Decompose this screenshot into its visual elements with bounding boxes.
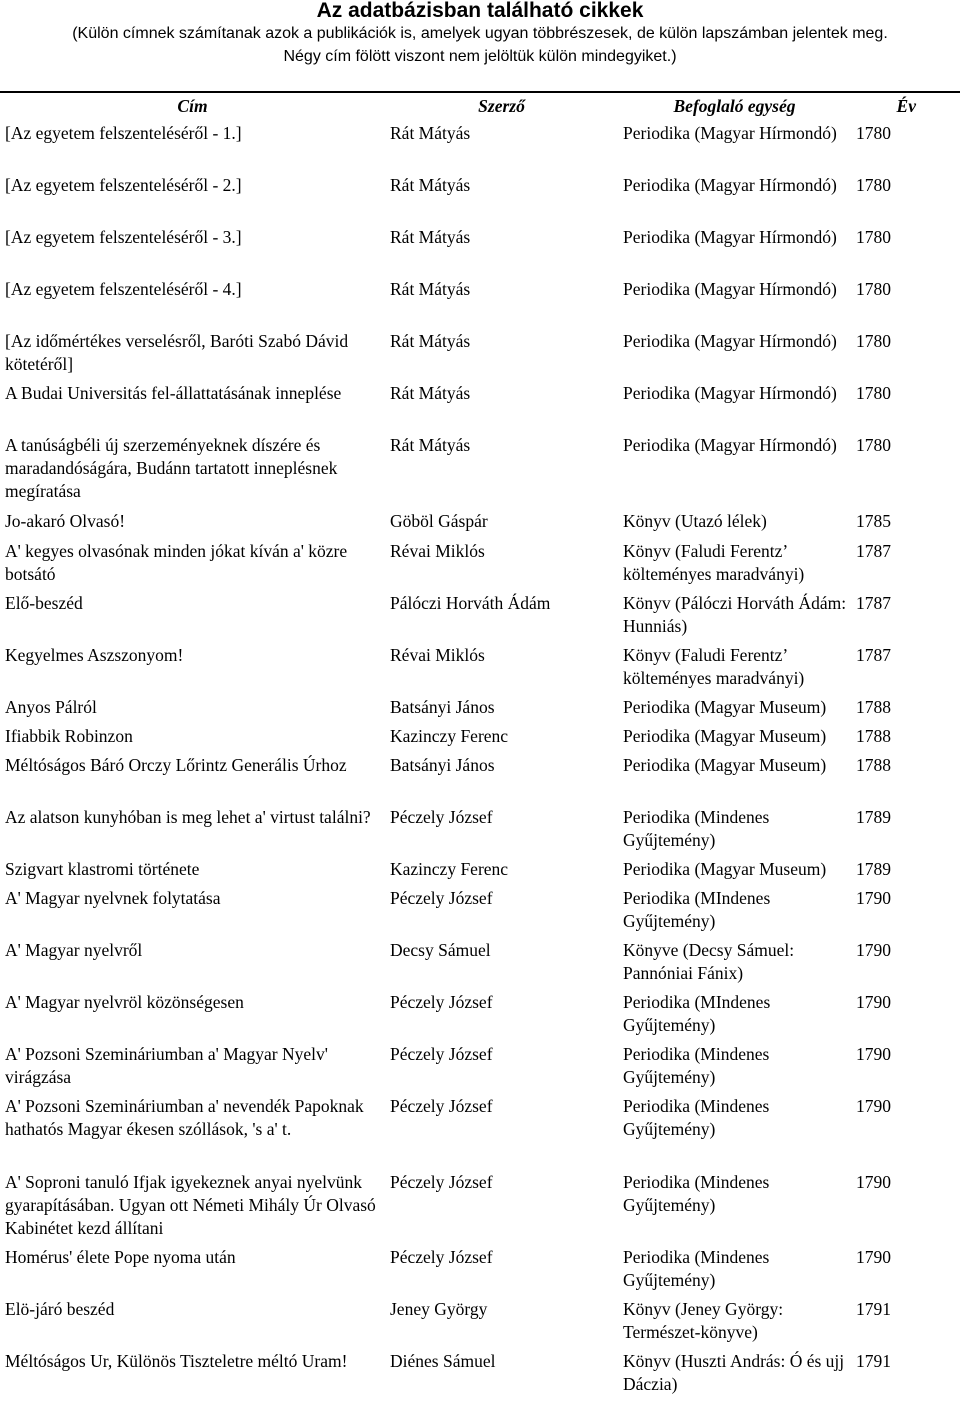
cell-container: Periodika (Magyar Hírmondó) [623,383,837,403]
table-row [0,173,960,225]
cell-title: [Az egyetem felszenteléséről - 3.] [5,227,242,247]
cell-author: Péczely József [390,992,493,1012]
column-header-title: Cím [177,96,208,116]
cell-year: 1780 [856,175,891,195]
cell-title: A Budai Universitás fel-állattatásának inneplése [5,383,342,403]
cell-container: Könyv (Faludi Ferentz’ költeményes maradványi) [623,541,805,584]
table-row [0,805,960,857]
document-header [0,0,960,68]
cell-year: 1780 [856,227,891,247]
cell-title: [Az egyetem felszenteléséről - 2.] [5,175,242,195]
table-row [0,1349,960,1401]
cell-year: 1790 [856,1044,891,1064]
cell-author: Péczely József [390,1096,493,1116]
cell-author: Révai Miklós [390,645,485,665]
table-row [0,886,960,938]
cell-container: Könyv (Utazó lélek) [623,511,767,531]
cell-year: 1789 [856,807,891,827]
cell-author: Kazinczy Ferenc [390,859,509,879]
cell-title: A tanúságbéli új szerzeményeknek díszére és maradandóságára, Budánn tartatott inneplésnek megíratása [5,435,338,501]
cell-author: Rát Mátyás [390,435,471,455]
table-row [0,509,960,539]
cell-container: Periodika (Mindenes Gyűjtemény) [623,1172,770,1215]
cell-container: Periodika (Magyar Museum) [623,697,827,717]
cell-container: Periodika (Magyar Hírmondó) [623,123,837,143]
cell-author: Péczely József [390,807,493,827]
cell-year: 1790 [856,940,891,960]
cell-container: Könyve (Decsy Sámuel: Pannóniai Fánix) [623,940,795,983]
cell-author: Pálóczi Horváth Ádám [390,593,551,613]
document-subtitle-line-2: Négy cím fölött viszont nem jelöltük külön mindegyiket.) [283,48,677,65]
cell-year: 1780 [856,383,891,403]
document-subtitle-line-1: (Külön címnek számítanak azok a publikációk is, amelyek ugyan többrészesek, de külön lapszámban jelentek meg. [72,25,888,42]
cell-title: Elö-járó beszéd [5,1299,115,1319]
cell-year: 1780 [856,279,891,299]
cell-year: 1788 [856,697,891,717]
cell-year: 1790 [856,1172,891,1192]
cell-title: Elő-beszéd [5,593,83,613]
cell-author: Péczely József [390,1044,493,1064]
cell-container: Periodika (Mindenes Gyűjtemény) [623,1247,770,1290]
cell-author: Rát Mátyás [390,279,471,299]
table-row [0,1042,960,1094]
cell-author: Rát Mátyás [390,227,471,247]
cell-year: 1787 [856,541,891,561]
cell-title: Méltóságos Ur, Különös Tiszteletre méltó Uram! [5,1351,348,1371]
cell-container: Könyv (Faludi Ferentz’ költeményes maradványi) [623,645,805,688]
cell-title: Jo-akaró Olvasó! [5,511,126,531]
cell-year: 1791 [856,1351,891,1371]
cell-year: 1787 [856,593,891,613]
cell-author: Rát Mátyás [390,331,471,351]
cell-author: Rát Mátyás [390,123,471,143]
cell-container: Periodika (Magyar Museum) [623,726,827,746]
table-row [0,1297,960,1349]
table-row [0,277,960,329]
column-header-author: Szerző [478,96,525,116]
cell-year: 1788 [856,755,891,775]
cell-author: Rát Mátyás [390,383,471,403]
cell-author: Rát Mátyás [390,175,471,195]
cell-author: Batsányi János [390,697,495,717]
table-row [0,724,960,753]
cell-year: 1788 [856,726,891,746]
cell-container: Könyv (Pálóczi Horváth Ádám: Hunniás) [623,593,847,636]
cell-container: Periodika (MIndenes Gyűjtemény) [623,888,771,931]
cell-title: Szigvart klastromi története [5,859,200,879]
table-row [0,1094,960,1170]
cell-title: [Az időmértékes verselésről, Baróti Szabó Dávid kötetéről] [5,331,349,374]
cell-container: Periodika (Magyar Museum) [623,755,827,775]
table-body [0,121,960,1401]
cell-container: Periodika (Magyar Hírmondó) [623,435,837,455]
cell-container: Periodika (Magyar Hírmondó) [623,175,837,195]
table-row [0,938,960,990]
cell-year: 1790 [856,992,891,1012]
cell-author: Decsy Sámuel [390,940,491,960]
table-row [0,381,960,433]
cell-year: 1790 [856,1247,891,1267]
cell-year: 1780 [856,123,891,143]
cell-container: Periodika (MIndenes Gyűjtemény) [623,992,771,1035]
cell-author: Péczely József [390,1247,493,1267]
table-row [0,1245,960,1297]
cell-author: Péczely József [390,888,493,908]
cell-title: A' Pozsoni Szemináriumban a' nevendék Papoknak hathatós Magyar ékesen szóllások, 's a' t. [5,1096,364,1139]
table-header-row [0,93,960,121]
cell-year: 1780 [856,435,891,455]
cell-title: [Az egyetem felszenteléséről - 1.] [5,123,242,143]
cell-title: Anyos Pálról [5,697,97,717]
cell-container: Periodika (Magyar Hírmondó) [623,331,837,351]
table-row [0,433,960,509]
cell-year: 1785 [856,511,891,531]
document-title: Az adatbázisban található cikkek [316,0,644,22]
articles-table [0,93,960,1401]
table-row [0,643,960,695]
table-row [0,121,960,173]
cell-title: Méltóságos Báró Orczy Lőrintz Generális Úrhoz [5,755,347,775]
cell-container: Periodika (Magyar Hírmondó) [623,227,837,247]
table-row [0,990,960,1042]
table-row [0,329,960,381]
table-row [0,753,960,805]
cell-title: A' kegyes olvasónak minden jókat kíván a' közre botsátó [5,541,348,584]
cell-author: Diénes Sámuel [390,1351,496,1371]
column-header-year: Év [896,96,916,116]
cell-title: A' Pozsoni Szemináriumban a' Magyar Nyelv' virágzása [5,1044,328,1087]
cell-author: Révai Miklós [390,541,485,561]
cell-title: Ifiabbik Robinzon [5,726,133,746]
cell-author: Batsányi János [390,755,495,775]
cell-year: 1789 [856,859,891,879]
table-row [0,591,960,643]
cell-title: Kegyelmes Aszszonyom! [5,645,184,665]
cell-container: Periodika (Magyar Museum) [623,859,827,879]
cell-year: 1790 [856,1096,891,1116]
cell-container: Periodika (Mindenes Gyűjtemény) [623,807,770,850]
cell-author: Péczely József [390,1172,493,1192]
cell-year: 1787 [856,645,891,665]
table-row [0,857,960,886]
table-row [0,225,960,277]
cell-title: Homérus' élete Pope nyoma után [5,1247,236,1267]
cell-container: Periodika (Magyar Hírmondó) [623,279,837,299]
table-row [0,539,960,591]
cell-title: [Az egyetem felszenteléséről - 4.] [5,279,242,299]
cell-year: 1780 [856,331,891,351]
cell-author: Kazinczy Ferenc [390,726,509,746]
cell-author: Göböl Gáspár [390,511,488,531]
cell-title: A' Magyar nyelvnek folytatása [5,888,221,908]
cell-title: Az alatson kunyhóban is meg lehet a' virtust találni? [5,807,371,827]
table-row [0,695,960,724]
cell-title: A' Magyar nyelvröl közönségesen [5,992,244,1012]
cell-container: Könyv (Huszti András: Ó és ujj Dáczia) [623,1351,845,1394]
cell-title: A' Soproni tanuló Ifjak igyekeznek anyai nyelvünk gyarapításában. Ugyan ott Németi Mihály Úr Olvasó Kabinétet kezd állítani [5,1172,376,1238]
column-header-container: Befoglaló egység [673,96,796,116]
cell-container: Könyv (Jeney György: Természet-könyve) [623,1299,784,1342]
cell-author: Jeney György [390,1299,488,1319]
cell-title: A' Magyar nyelvről [5,940,143,960]
cell-year: 1790 [856,888,891,908]
table-row [0,1170,960,1245]
cell-year: 1791 [856,1299,891,1319]
cell-container: Periodika (Mindenes Gyűjtemény) [623,1096,770,1139]
cell-container: Periodika (Mindenes Gyűjtemény) [623,1044,770,1087]
